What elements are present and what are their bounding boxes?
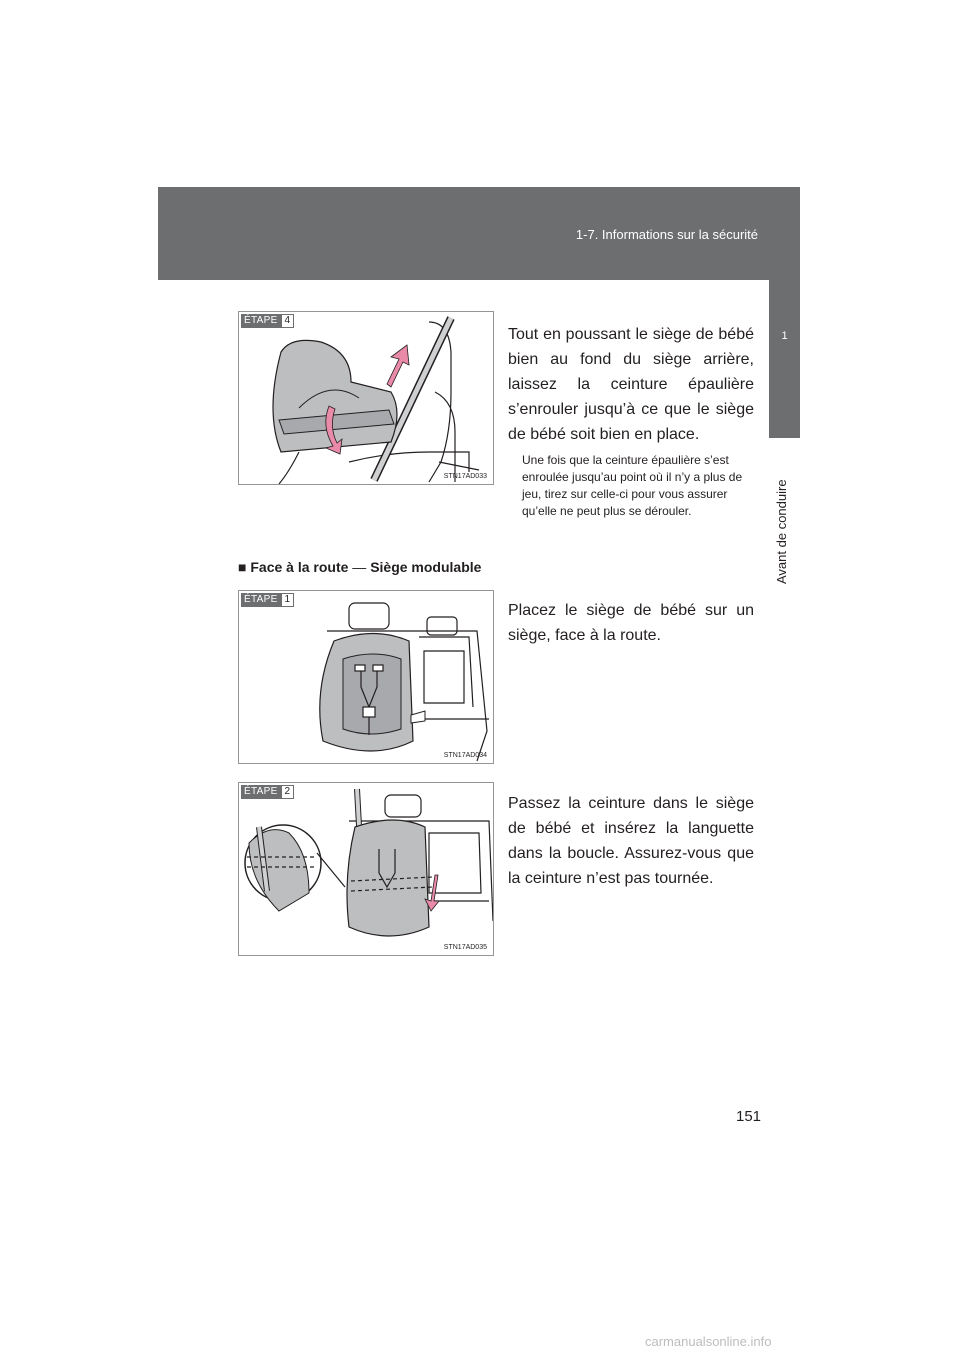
chapter-number: 1 (781, 330, 788, 342)
convertible-seat-belt-illustration (239, 783, 493, 955)
convertible-seat-illustration (239, 591, 493, 763)
etape-number: 4 (281, 314, 295, 328)
infant-seat-rear-illustration (239, 312, 493, 484)
figure-step-4 (238, 311, 494, 485)
figure-step-1 (238, 590, 494, 764)
etape-label: ÉTAPE (241, 314, 281, 328)
section-title: 1-7. Informations sur la sécurité (575, 227, 758, 242)
page-number: 151 (736, 1108, 762, 1125)
image-code: STN17AD035 (443, 944, 487, 951)
subheading (238, 559, 481, 575)
header-band (158, 187, 800, 280)
step-4-text: Tout en poussant le siège de bébé bien au fond du siège arrière, laissez la ceinture épaulière s’enrouler jusqu’à ce que le siège de bébé soit bien en place. (508, 326, 754, 443)
figure-step-2 (238, 782, 494, 956)
step-4-note: Une fois que la ceinture épaulière s’est enroulée jusqu’au point où il n’y a plus de jeu, tirez sur celle-ci pour vous assurer qu’elle ne peut plus se dérouler. (522, 453, 743, 518)
subheading-part1: Face à la route (250, 559, 349, 575)
step-1-text: Placez le siège de bébé sur un siège, face à la route. (508, 602, 754, 644)
chapter-tab (769, 280, 800, 438)
etape-badge (241, 593, 294, 607)
etape-label: ÉTAPE (241, 785, 281, 799)
chapter-label: Avant de conduire (774, 479, 789, 585)
watermark: carmanualsonline.info (645, 1334, 772, 1349)
subheading-part2: Siège modulable (370, 559, 482, 575)
etape-number: 2 (281, 785, 295, 799)
image-code: STN17AD033 (443, 473, 487, 480)
etape-badge (241, 785, 294, 799)
subheading-dash: — (352, 559, 367, 575)
etape-label: ÉTAPE (241, 593, 281, 607)
subheading-bullet: ■ (238, 559, 247, 575)
image-code: STN17AD034 (443, 752, 487, 759)
etape-badge (241, 314, 294, 328)
etape-number: 1 (281, 593, 295, 607)
step-2-text: Passez la ceinture dans le siège de bébé et insérez la languette dans la boucle. Assurez-vous que la ceinture n’est pas tournée. (508, 795, 754, 887)
